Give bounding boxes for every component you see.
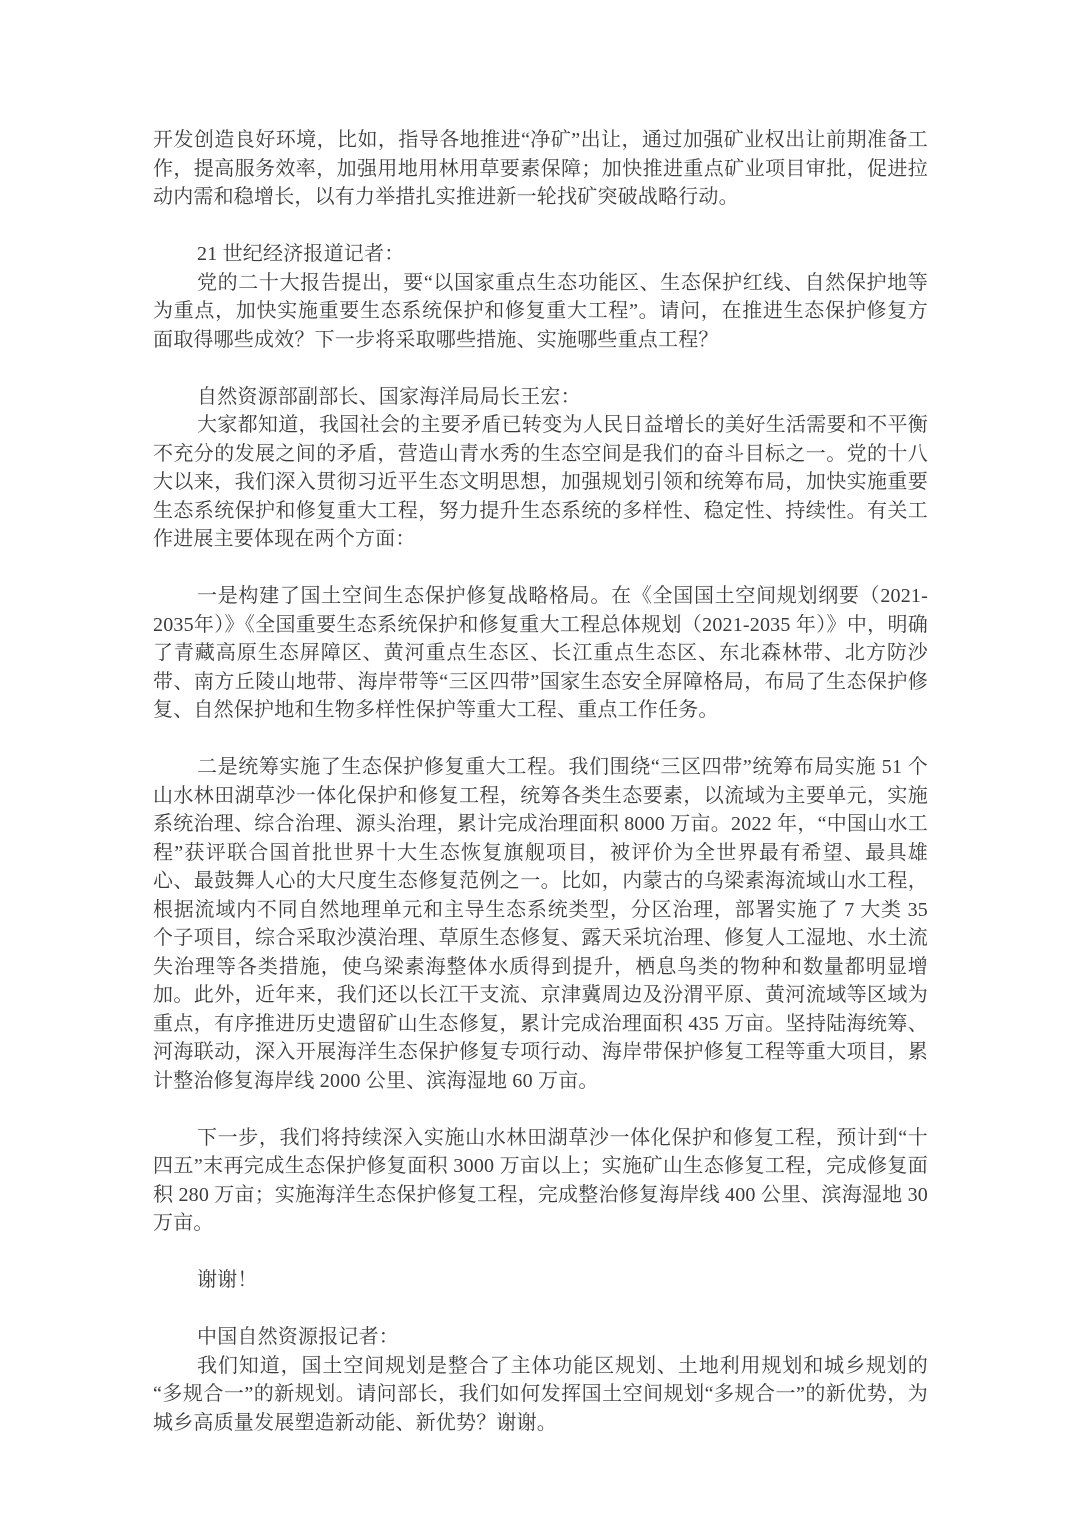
question-ecological-protection-restoration: 党的二十大报告提出，要“以国家重点生态功能区、生态保护红线、自然保护地等为重点，加快实施重要生态系统保护和修复重大工程”。请问，在推进生态保护修复方面取得哪些成效？下一步将采取哪些措施、实施哪些重点工程？	[153, 271, 928, 351]
speaker-china-natural-resources-news-reporter: 中国自然资源报记者：	[197, 1326, 399, 1348]
speaker-vice-minister-wang-hong: 自然资源部副部长、国家海洋局局长王宏：	[197, 385, 581, 408]
closing-block	[153, 1266, 928, 1295]
paragraph-continuation-mineral-exploration: 开发创造良好环境，比如，指导各地推进“净矿”出让，通过加强矿业权出让前期准备工作，提高服务效率，加强用地用林用草要素保障；加快推进重点矿业项目审批，促进拉动内需和稳增长，以有力举措扎实推进新一轮找矿突破战略行动。	[153, 129, 928, 208]
answer-next-steps: 下一步，我们将持续深入实施山水林田湖草沙一体化保护和修复工程，预计到“十四五”末再完成生态保护修复面积 3000 万亩以上；实施矿山生态修复工程，完成修复面积 280 万亩；实施海洋生态保护修复工程，完成整治修复海岸线 400 公里、滨海湿地 30 万亩。	[153, 1126, 928, 1234]
answer-point-one-strategic-layout: 一是构建了国土空间生态保护修复战略格局。在《全国国土空间规划纲要（2021-2035年）》《全国重要生态系统保护和修复重大工程总体规划（2021-2035 年）》中，明确了青藏高原生态屏障区、黄河重点生态区、长江重点生态区、东北森林带、北方防沙带、南方丘陵山地带、海岸带等“三区四带”国家生态安全屏障格局，布局了生态保护修复、自然保护地和生物多样性保护等重大工程、重点工作任务。	[153, 585, 928, 721]
answer-block-point-two	[153, 753, 928, 1095]
answer-block-wang-hong-intro	[153, 383, 928, 554]
answer-block-next-steps	[153, 1124, 928, 1238]
answer-block-point-one	[153, 582, 928, 725]
answer-point-two-major-projects: 二是统筹实施了生态保护修复重大工程。我们围绕“三区四带”统筹布局实施 51 个山水林田湖草沙一体化保护和修复工程，统筹各类生态要素，以流域为主要单元，实施系统治理、综合治理、源头治理，累计完成治理面积 8000 万亩。2022 年，“中国山水工程”获评联合国首批世界十大生态恢复旗舰项目，被评价为全世界最有希望、最具雄心、最鼓舞人心的大尺度生态修复范例之一。比如，内蒙古的乌梁素海流域山水工程，根据流域内不同自然地理单元和主导生态系统类型，分区治理，部署实施了 7 大类 35 个子项目，综合采取沙漠治理、草原生态修复、露天采坑治理、修复人工湿地、水土流失治理等各类措施，使乌梁素海整体水质得到提升，栖息鸟类的物种和数量都明显增加。此外，近年来，我们还以长江干支流、京津冀周边及汾渭平原、黄河流域等区域为重点，有序推进历史遗留矿山生态修复，累计完成治理面积 435 万亩。坚持陆海统筹、河海联动，深入开展海洋生态保护修复专项行动、海岸带保护修复工程等重大项目，累计整治修复海岸线 2000 公里、滨海湿地 60 万亩。	[153, 756, 928, 1092]
answer-overview-two-aspects: 大家都知道，我国社会的主要矛盾已转变为人民日益增长的美好生活需要和不平衡不充分的发展之间的矛盾，营造山青水秀的生态空间是我们的奋斗目标之一。党的十八大以来，我们深入贯彻习近平生态文明思想，加强规划引领和统筹布局，加快实施重要生态系统保护和修复重大工程，努力提升生态系统的多样性、稳定性、持续性。有关工作进展主要体现在两个方面：	[153, 414, 928, 550]
qa-block-natural-resources-news-reporter	[153, 1323, 928, 1437]
speaker-21st-century-business-herald-reporter: 21 世纪经济报道记者：	[197, 243, 405, 265]
paragraph-block-mineral-exploration	[153, 126, 928, 212]
question-territorial-spatial-planning: 我们知道，国土空间规划是整合了主体功能区规划、土地利用规划和城乡规划的“多规合一”的新规划。请问部长，我们如何发挥国土空间规划“多规合一”的新优势，为城乡高质量发展塑造新动能、新优势？谢谢。	[153, 1354, 928, 1434]
qa-block-21st-century-reporter	[153, 240, 928, 354]
closing-thanks-line: 谢谢！	[197, 1269, 258, 1291]
